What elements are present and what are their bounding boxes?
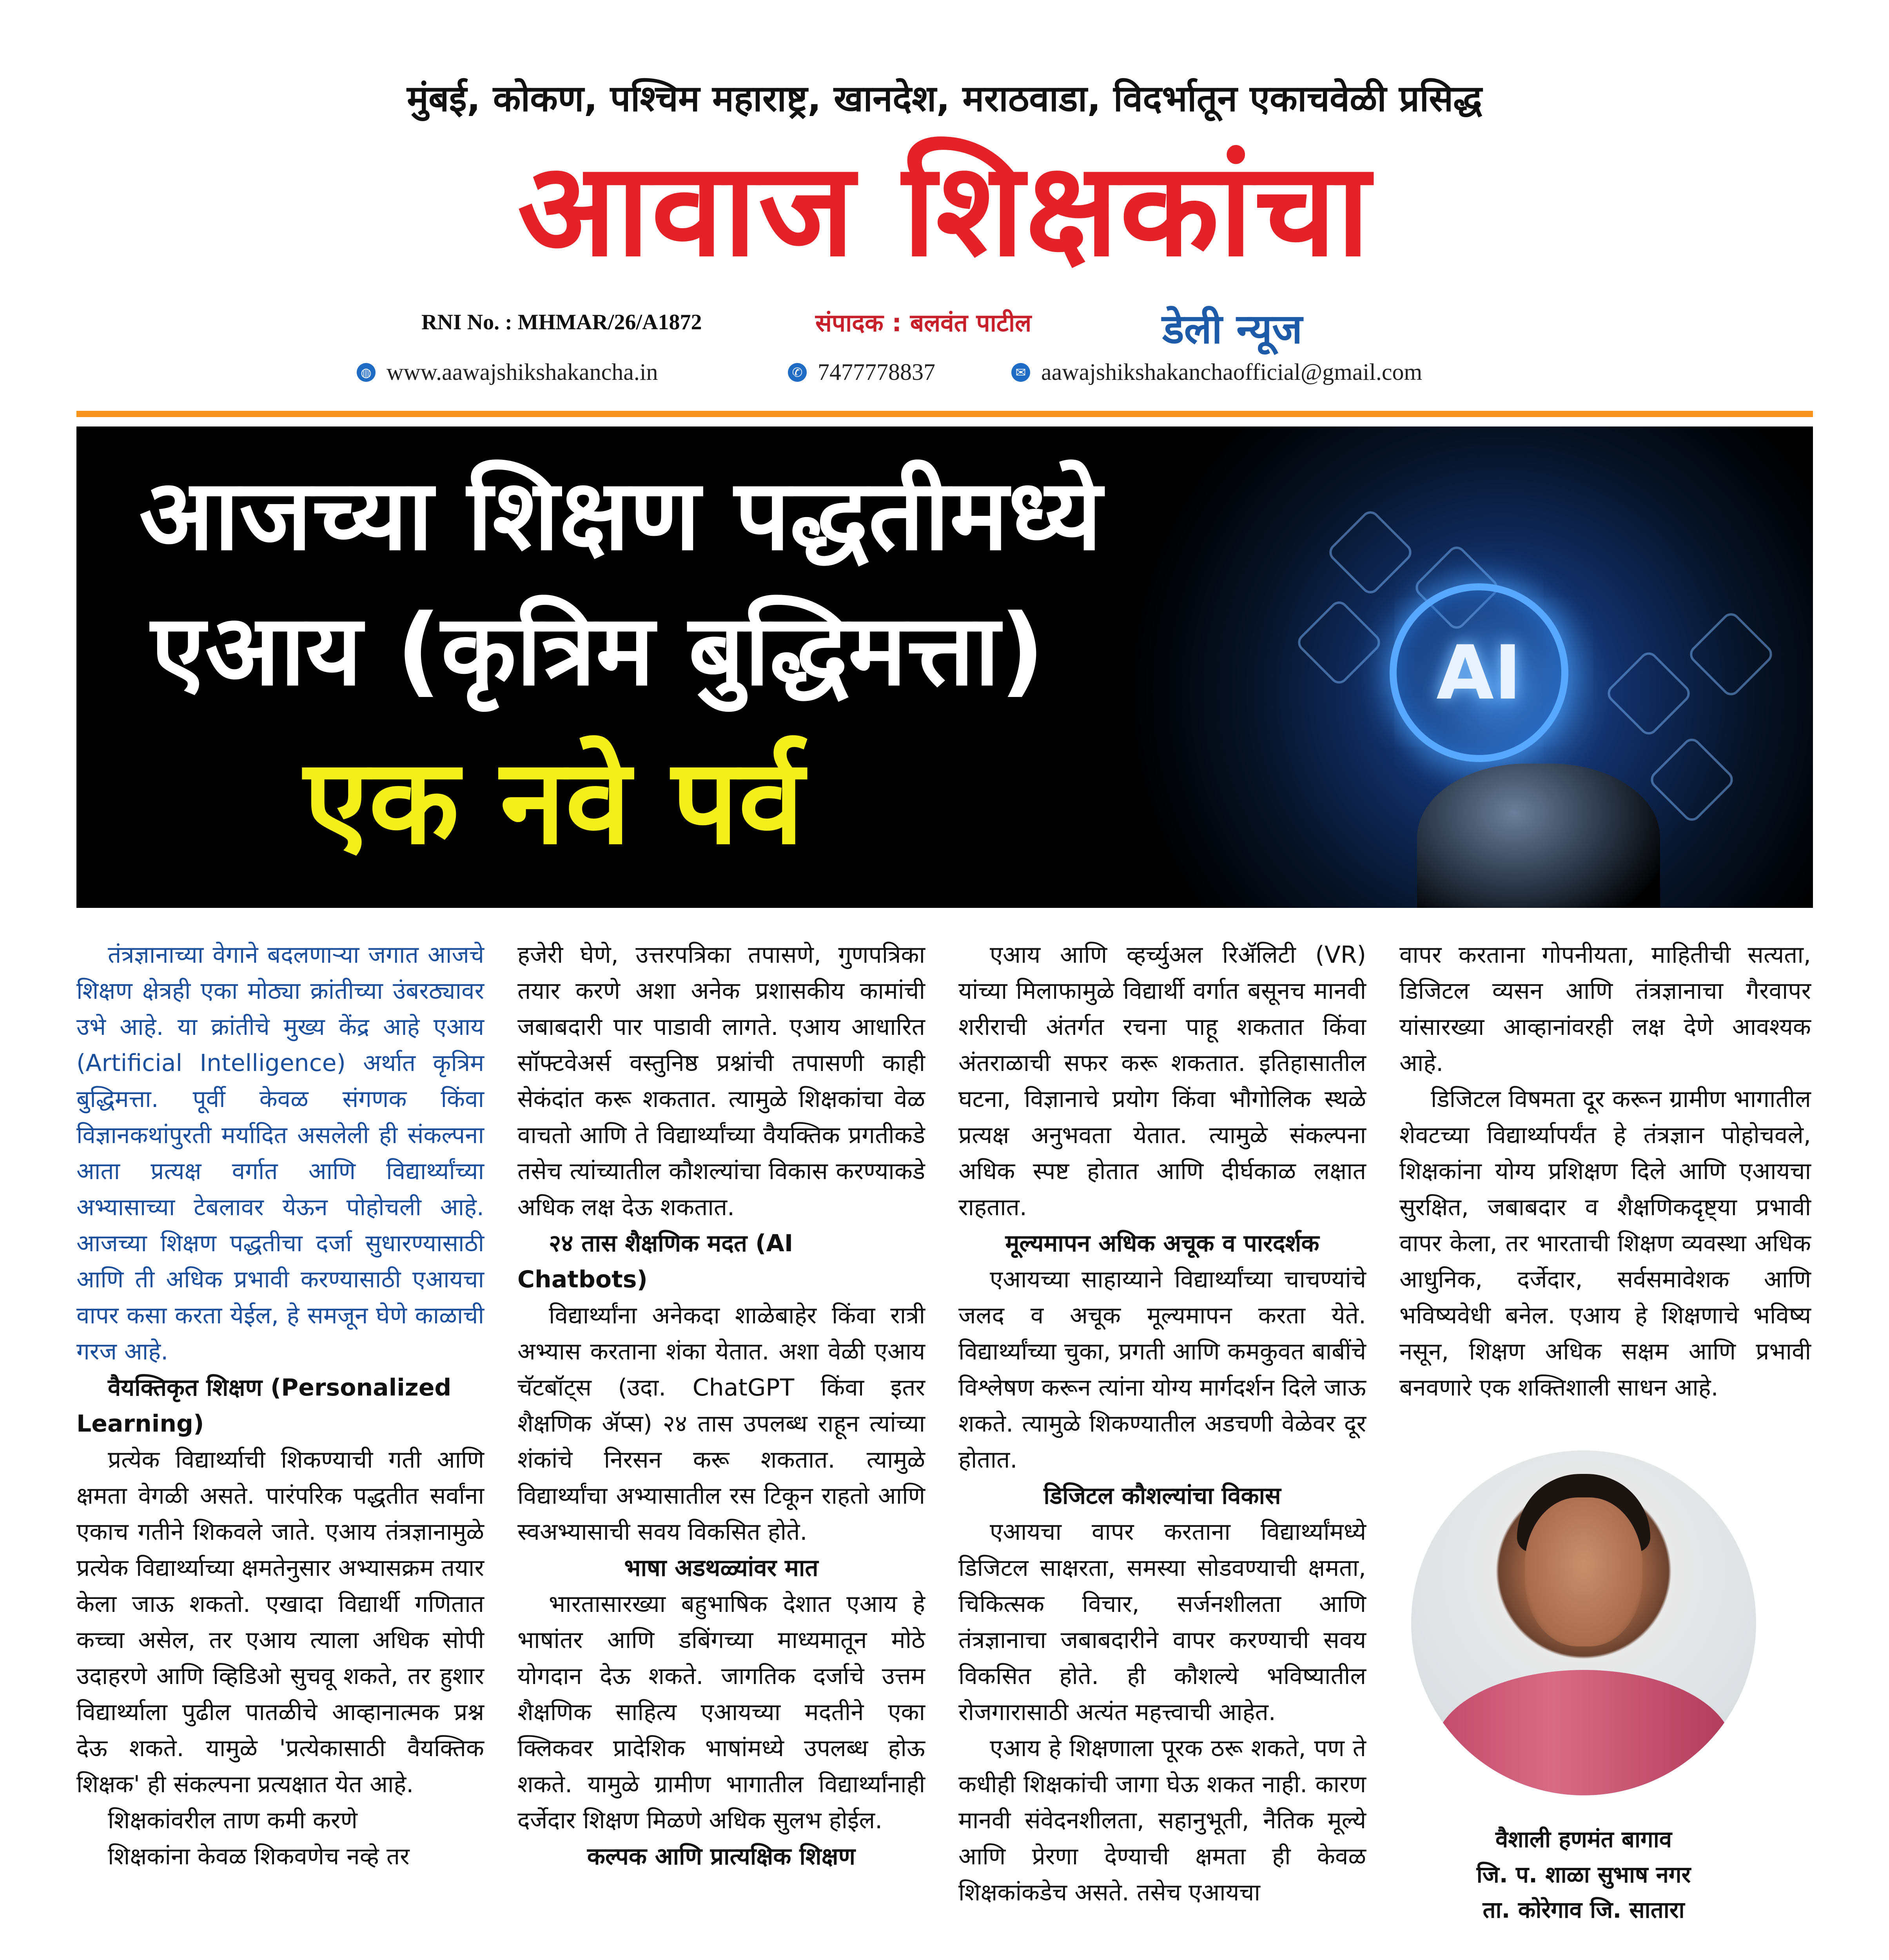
heading-teacher-stress: शिक्षकांवरील ताण कमी करणे	[108, 1807, 357, 1834]
article-column-4	[1399, 937, 1811, 1406]
website-text[interactable]: www.aawajshikshakancha.in	[387, 359, 658, 385]
heading-language-barrier: भाषा अडथळ्यांवर मात	[624, 1554, 818, 1582]
paragraph-conclusion: डिजिटल विषमता दूर करून ग्रामीण भागातील शेवटच्या विद्यार्थ्यापर्यंत हे तंत्रज्ञान पोहोचवले, शिक्षकांना योग्य प्रशिक्षण दिले आणि एआयचा सुरक्षित, जबाबदार व शैक्षणिकदृष्ट्या प्रभावी वापर केला, तर भारताची शिक्षण व्यवस्था अधिक आधुनिक, दर्जेदार, सर्वसमावेशक आणि भविष्यवेधी बनेल. एआय हे शिक्षणाचे भविष्य नसून, शिक्षण अधिक सक्षम आणि प्रभावी बनवणारे एक शक्तिशाली साधन आहे.	[1399, 1085, 1811, 1401]
paragraph-limitations-continued: वापर करताना गोपनीयता, माहितीची सत्यता, डिजिटल व्यसन आणि तंत्रज्ञानाचा गैरवापर यांसारख्या आव्हानांवरही लक्ष देणे आवश्यक आहे.	[1399, 941, 1811, 1077]
heading-personalized-learning: वैयक्तिकृत शिक्षण (Personalized Learning)	[76, 1374, 452, 1437]
paragraph-chatbots: विद्यार्थ्यांना अनेकदा शाळेबाहेर किंवा रात्री अभ्यास करताना शंका येतात. अशा वेळी एआय चॅटबॉट्स (उदा. ChatGPT किंवा इतर शैक्षणिक ॲप्स) २४ तास उपलब्ध राहून त्यांच्या शंकांचे निरसन करू शकतात. त्यामुळे विद्यार्थ्यांचा अभ्यासातील रस टिकून राहतो आणि स्वअभ्यासाची सवय विकसित होते.	[517, 1302, 925, 1546]
rni-number: RNI No. : MHMAR/26/A1872	[421, 310, 702, 334]
headline-line-1: आजच्या शिक्षण पद्धतीमध्ये	[139, 458, 1102, 572]
author-name: वैशाली हणमंत बागाव	[1495, 1826, 1672, 1853]
author-photo-face	[1525, 1497, 1642, 1646]
newspaper-logo: आवाज शिक्षकांचा	[517, 134, 1372, 285]
website-contact[interactable]	[357, 359, 658, 386]
user-hex-icon	[1294, 597, 1384, 687]
author-photo-saree	[1435, 1670, 1733, 1795]
author-school: जि. प. शाळा सुभाष नगर	[1476, 1861, 1691, 1888]
article-column-2	[517, 937, 925, 1875]
globe-icon: ◍	[357, 363, 376, 382]
paragraph-vr: एआय आणि व्हर्च्युअल रिॲलिटी (VR) यांच्या मिलाफामुळे विद्यार्थी वर्गात बसूनच मानवी शरीराची अंतर्गत रचना पाहू शकतात किंवा अंतराळाची सफर करू शकतात. इतिहासातील घटना, विज्ञानाचे प्रयोग किंवा भौगोलिक स्थळे प्रत्यक्ष अनुभवता येतात. त्यामुळे संकल्पना अधिक स्पष्ट होतात आणि दीर्घकाळ लक्षात राहतात.	[958, 941, 1366, 1221]
article-column-1	[76, 937, 484, 1875]
paragraph-language: भारतासारख्या बहुभाषिक देशात एआय हे भाषांतर आणि डबिंगच्या माध्यमातून मोठे योगदान देऊ शकते. जागतिक दर्जाचे उत्तम शैक्षणिक साहित्य एआयच्या मदतीने एका क्लिकवर प्रादेशिक भाषांमध्ये उपलब्ध होऊ शकते. यामुळे ग्रामीण भागातील विद्यार्थ्यांनाही दर्जेदार शिक्षण मिळणे अधिक सुलभ होईल.	[517, 1590, 925, 1834]
email-text[interactable]: aawajshikshakanchaofficial@gmail.com	[1041, 359, 1423, 385]
ai-glow-icon	[1390, 583, 1568, 762]
paragraph-teacher-continued: हजेरी घेणे, उत्तरपत्रिका तपासणे, गुणपत्रिका तयार करणे अशा अनेक प्रशासकीय कामांची जबाबदारी पार पाडावी लागते. एआय आधारित सॉफ्टवेअर्स वस्तुनिष्ठ प्रश्नांची तपासणी काही सेकंदांत करू शकतात. त्यामुळे शिक्षकांचा वेळ वाचतो आणि ते विद्यार्थ्यांच्या वैयक्तिक प्रगतीकडे तसेच त्यांच्यातील कौशल्यांचा विकास करण्याकडे अधिक लक्ष देऊ शकतात.	[517, 941, 925, 1221]
headline-line-2: एआय (कृत्रिम बुद्धिमत्ता)	[151, 593, 1045, 707]
daily-news-label: डेली न्यूज	[1162, 305, 1303, 353]
editor-name: संपादक : बलवंत पाटील	[815, 309, 1032, 337]
target-hex-icon	[1647, 735, 1737, 824]
intro-paragraph: तंत्रज्ञानाच्या वेगाने बदलणाऱ्या जगात आजचे शिक्षण क्षेत्रही एका मोठ्या क्रांतीच्या उंबरठ्यावर उभे आहे. या क्रांतीचे मुख्य केंद्र आहे एआय (Artificial Intelligence) अर्थात कृत्रिम बुद्धिमत्ता. पूर्वी केवळ संगणक किंवा विज्ञानकथांपुरती मर्यादित असलेली ही संकल्पना आता प्रत्यक्ष वर्गात आणि विद्यार्थ्यांच्या अभ्यासाच्या टेबलावर येऊन पोहोचली आहे. आजच्या शिक्षण पद्धतीचा दर्जा सुधारण्यासाठी आणि ती अधिक प्रभावी करण्यासाठी एआयचा वापर कसा करता येईल, हे समजून घेणे काळाची गरज आहे.	[76, 941, 484, 1365]
author-place: ता. कोरेगाव जि. सातारा	[1483, 1896, 1685, 1923]
paragraph-evaluation: एआयच्या साहाय्याने विद्यार्थ्यांच्या चाचण्यांचे जलद व अचूक मूल्यमापन करता येते. विद्यार्थ्यांच्या चुका, प्रगती आणि कमकुवत बाबींचे विश्लेषण करून त्यांना योग्य मार्गदर्शन दिले जाऊ शकते. त्यामुळे शिकण्यातील अडचणी वेळेवर दूर होतात.	[958, 1266, 1366, 1474]
article-column-3	[958, 937, 1366, 1911]
headline-banner	[76, 426, 1813, 908]
paragraph-limitations-start: एआय हे शिक्षणाला पूरक ठरू शकते, पण ते कधीही शिक्षकांची जागा घेऊ शकत नाही. कारण मानवी संवेदनशीलता, सहानुभूती, नैतिक मूल्ये आणि प्रेरणा देण्याची क्षमता ही केवळ शिक्षकांकडेच असते. तसेच एआयचा	[958, 1735, 1366, 1906]
hand-icon	[1417, 764, 1660, 908]
bulb-hex-icon	[1686, 609, 1776, 699]
ai-banner-image	[1119, 426, 1813, 908]
email-contact[interactable]	[1011, 359, 1422, 386]
heading-creative-learning: कल्पक आणि प्रात्यक्षिक शिक्षण	[587, 1843, 856, 1870]
phone-icon: ✆	[788, 363, 807, 382]
phone-contact[interactable]	[788, 359, 935, 386]
heading-evaluation: मूल्यमापन अधिक अचूक व पारदर्शक	[1005, 1230, 1319, 1257]
paragraph-personalized: प्रत्येक विद्यार्थ्याची शिकण्याची गती आणि क्षमता वेगळी असते. पारंपरिक पद्धतीत सर्वांना एकाच गतीने शिकवले जाते. एआय तंत्रज्ञानामुळे प्रत्येक विद्यार्थ्याच्या क्षमतेनुसार अभ्यासक्रम तयार केला जाऊ शकतो. एखादा विद्यार्थी गणितात कच्चा असेल, तर एआय त्याला अधिक सोपी उदाहरणे आणि व्हिडिओ सुचवू शकते, तर हुशार विद्यार्थ्याला पुढील पातळीचे आव्हानात्मक प्रश्न देऊ शकते. यामुळे 'प्रत्येकासाठी वैयक्तिक शिक्षक' ही संकल्पना प्रत्यक्षात येत आहे.	[76, 1446, 484, 1798]
masthead-divider	[76, 411, 1813, 417]
document-hex-icon	[1604, 648, 1693, 738]
ai-image-text: AI	[1436, 629, 1522, 716]
mail-icon: ✉	[1011, 363, 1030, 382]
heading-ai-chatbots: २४ तास शैक्षणिक मदत (AI Chatbots)	[517, 1230, 793, 1293]
headline-line-3: एक नवे पर्व	[304, 733, 804, 870]
author-photo	[1411, 1450, 1756, 1795]
paragraph-teacher-start: शिक्षकांना केवळ शिकवणेच नव्हे तर	[108, 1843, 410, 1870]
paragraph-digital: एआयचा वापर करताना विद्यार्थ्यांमध्ये डिजिटल साक्षरता, समस्या सोडवण्याची क्षमता, चिकित्सक विचार, सर्जनशीलता आणि तंत्रज्ञानाचा जबाबदारीने वापर करण्याची सवय विकसित होते. ही कौशल्ये भविष्यातील रोजगारासाठी अत्यंत महत्त्वाची आहेत.	[958, 1518, 1366, 1726]
chart-hex-icon	[1325, 507, 1415, 597]
heading-digital-skills: डिजिटल कौशल्यांचा विकास	[1043, 1482, 1281, 1510]
phone-text[interactable]: 7477778837	[818, 359, 935, 385]
masthead-tagline: मुंबई, कोकण, पश्चिम महाराष्ट्र, खानदेश, मराठवाडा, विदर्भातून एकाचवेळी प्रसिद्ध	[407, 78, 1482, 120]
